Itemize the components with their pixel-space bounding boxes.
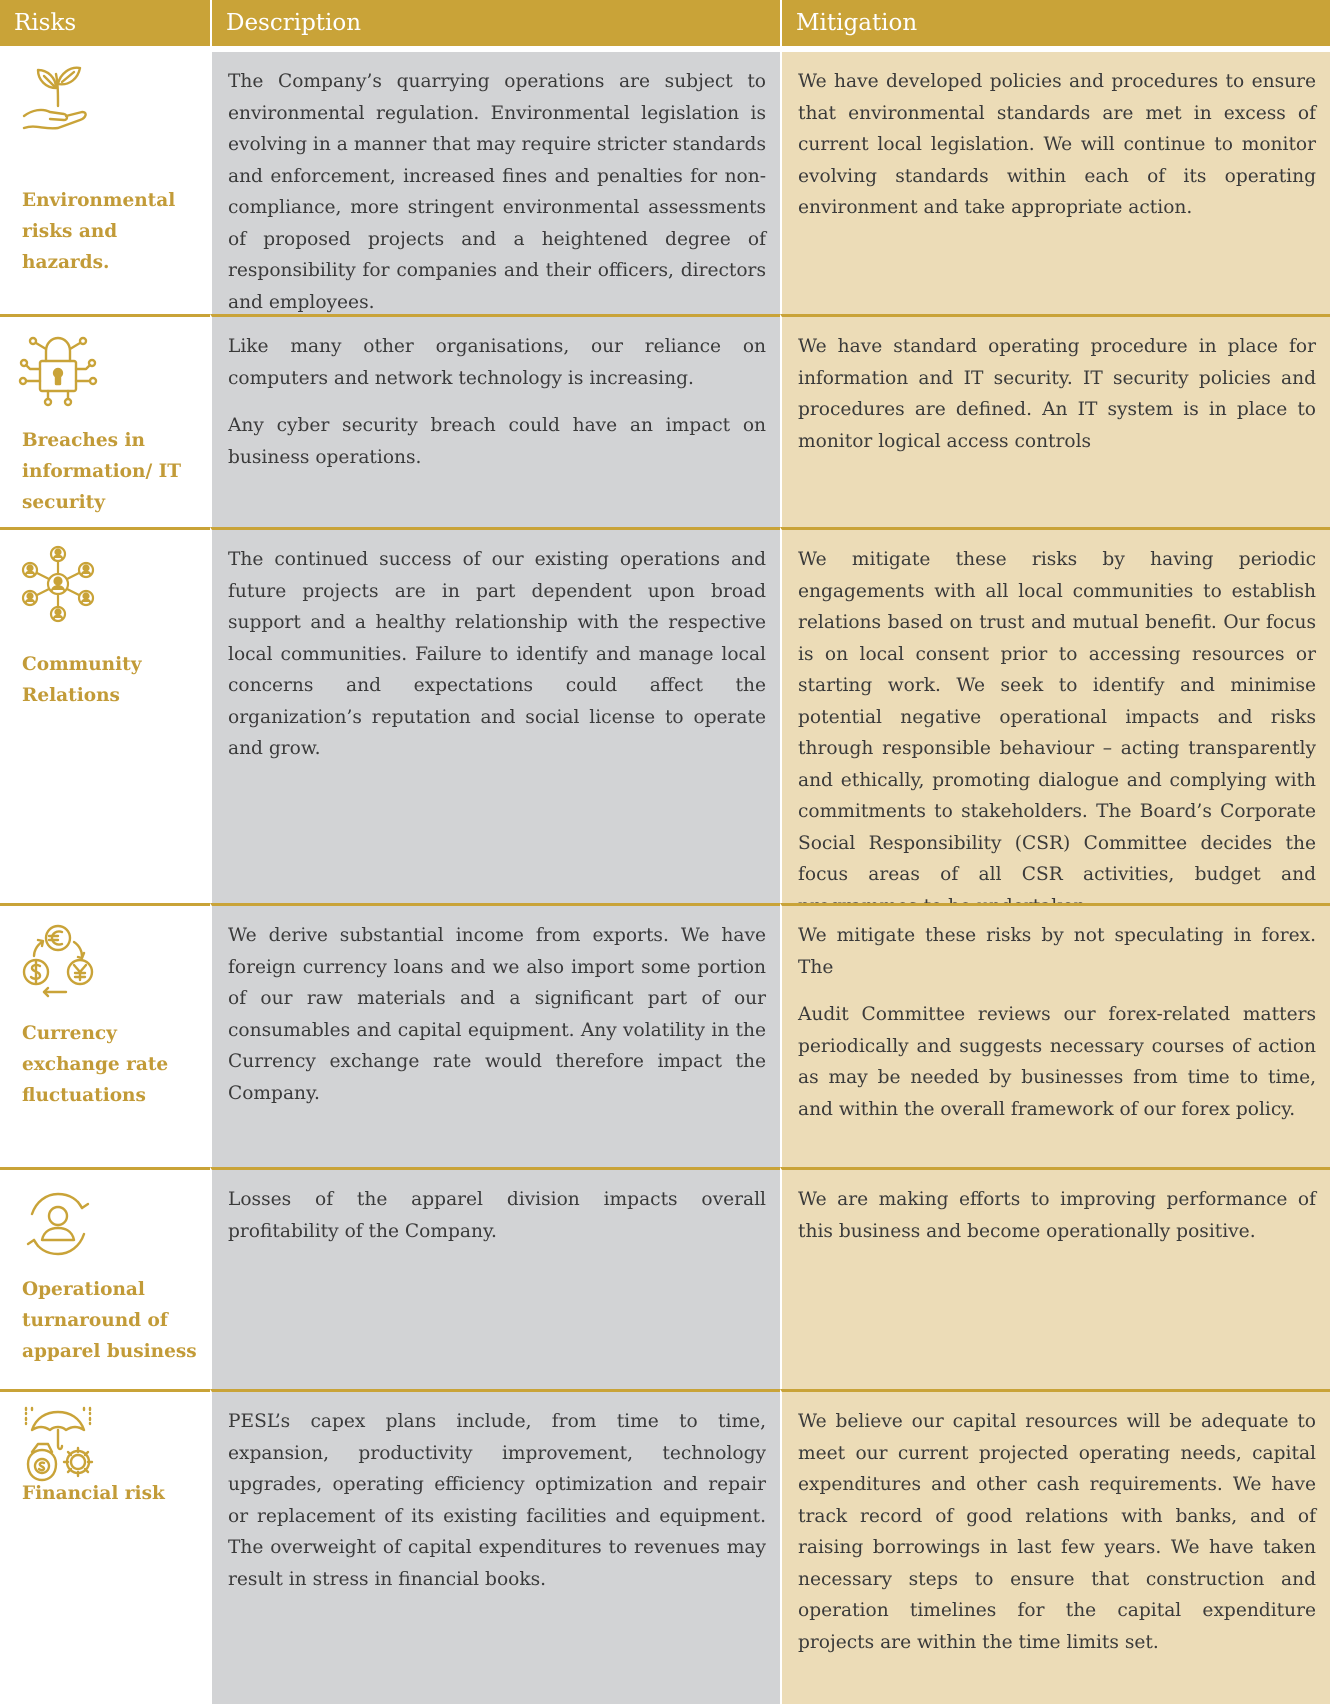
risk-cell-currency	[0, 903, 210, 1167]
umbrella-money-gear-icon	[18, 1404, 98, 1484]
mitigation-cell	[780, 314, 1330, 527]
plant-in-hand-icon	[18, 58, 98, 138]
mitigation-text: Audit Committee reviews our forex-related matters periodically and suggests necessary courses of action as may be needed by businesses from time to time, and within the overall framework of our forex policy.	[798, 1004, 1316, 1120]
person-cycle-icon	[18, 1184, 98, 1264]
mitigation-text: We mitigate these risks by not speculating in forex. The	[798, 925, 1316, 978]
risk-cell-apparel	[0, 1167, 210, 1389]
risk-cell-environmental	[0, 46, 210, 314]
mitigation-text: We mitigate these risks by having periodic engagements with all local communities to establish relations based on trust and mutual benefit. Our focus is on local consent prior to accessing resources or starting work. We seek to identify and minimise potential negative operational impacts and risks through responsible behaviour – acting transparently and ethically, promoting dialogue and complying with commitments to stakeholders. The Board’s Corporate Social Responsibility (CSR) Committee decides the focus areas of all CSR activities, budget and	[798, 549, 1316, 885]
risk-name: Environmental risks and hazards.	[22, 190, 176, 273]
padlock-circuit-icon	[18, 327, 98, 407]
mitigation-cell	[780, 1167, 1330, 1389]
header-risks: Risks	[0, 0, 210, 46]
description-text: Like many other organisations, our reliance on computers and network technology is increasing.	[228, 336, 766, 389]
currency-exchange-icon	[18, 920, 98, 1000]
mitigation-text: We believe our capital resources will be adequate to meet our current projected operating needs, capital expenditures and other cash requirements. We have track record of good relations with banks, and of raising borrowings in last few years. We have taken necessary steps to ensure that construction and operation timelines for the capital expenditure projects are within the time limits set.	[798, 1411, 1316, 1653]
description-text: Losses of the apparel division impacts overall profitability of the Company.	[228, 1189, 766, 1242]
mitigation-text: We have developed policies and procedures to ensure that environmental standards are met in excess of current local legislation. We will continue to monitor evolving standards within each of its operating environment and take appropriate action.	[798, 71, 1316, 218]
description-cell	[210, 46, 780, 314]
mitigation-cell	[780, 46, 1330, 314]
description-cell	[210, 1167, 780, 1389]
description-text: We derive substantial income from exports. We have foreign currency loans and we also import some portion of our raw materials and a significant part of our consumables and capital equipment. Any volatility in the Currency exchange rate would therefore impact the Company.	[228, 925, 766, 1104]
description-text: Any cyber security breach could have an impact on business operations.	[228, 415, 766, 468]
risk-name: Community Relations	[22, 654, 142, 706]
risk-cell-financial	[0, 1389, 210, 1704]
description-cell	[210, 527, 780, 903]
header-description: Description	[210, 0, 780, 46]
mitigation-text: We are making efforts to improving performance of this business and become operationally positive.	[798, 1189, 1316, 1242]
risk-cell-community	[0, 527, 210, 903]
mitigation-cell	[780, 903, 1330, 1167]
description-cell	[210, 903, 780, 1167]
description-text: PESL’s capex plans include, from time to time, expansion, productivity improvement, technology upgrades, operating efficiency optimization and repair or replacement of its existing facilities and equipment. The overweight of capital expenditures to revenues may result in stress in financial books.	[228, 1411, 766, 1590]
description-text: The Company’s quarrying operations are subject to environmental regulation. Environmental legislation is evolving in a manner that may require stricter standards and enforcement, increased fines and penalties for non-compliance, more stringent environmental assessments of proposed projects and a heightened degree of responsibility for companies and their officers, directors and employees.	[228, 71, 766, 313]
description-text: The continued success of our existing operations and future projects are in part dependent upon broad support and a healthy relationship with the respective local communities. Failure to identify and manage local concerns and expectations could affect the organization’s reputation and social license to operate and grow.	[228, 549, 766, 759]
risk-name: Financial risk	[22, 1483, 165, 1504]
risk-name: Currency exchange rate fluctuations	[22, 1023, 169, 1106]
community-network-icon	[18, 544, 98, 624]
risk-name: Breaches in information/ IT security	[22, 430, 182, 513]
header-mitigation: Mitigation	[780, 0, 1330, 46]
risk-cell-it-security	[0, 314, 210, 527]
mitigation-cell	[780, 1389, 1330, 1704]
mitigation-text: We have standard operating procedure in place for information and IT security. IT security policies and procedures are defined. An IT system is in place to monitor logical access controls	[798, 336, 1316, 452]
mitigation-cell	[780, 527, 1330, 903]
description-cell	[210, 1389, 780, 1704]
description-cell	[210, 314, 780, 527]
risk-name: Operational turnaround of apparel business	[22, 1279, 197, 1362]
